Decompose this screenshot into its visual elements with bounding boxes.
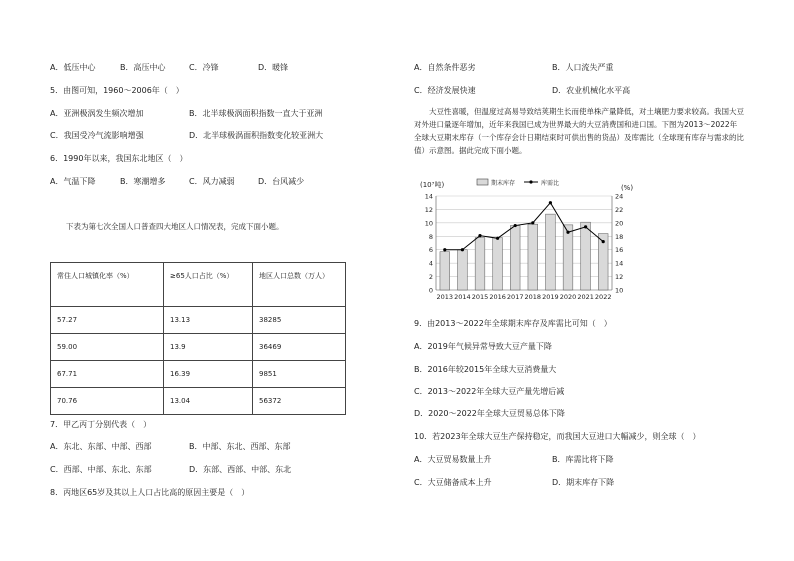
legend-line-label: 库需比	[541, 180, 560, 187]
ratio-point	[602, 240, 605, 243]
ratio-point	[461, 248, 464, 251]
x-tick-label: 2018	[524, 293, 542, 301]
q6-option-a[interactable]: A．气温下降	[50, 177, 96, 186]
q9-option-b[interactable]: B．2016年较2015年全球大豆消费量大	[414, 365, 557, 374]
legend-bar-label: 期末库存	[491, 180, 516, 187]
left-tick-label: 0	[428, 286, 433, 295]
inventory-bar	[493, 238, 503, 290]
legend-bar-swatch	[477, 179, 488, 185]
q4-option-b[interactable]: B．高压中心	[120, 63, 166, 72]
q10-option-d[interactable]: D．期末库存下降	[552, 478, 615, 487]
table-row	[51, 361, 346, 388]
legend-line-marker	[529, 180, 532, 183]
q6-stem: 6．1990年以来，我国东北地区（ ）	[50, 154, 188, 163]
ratio-point	[443, 248, 446, 251]
ratio-point	[496, 237, 499, 240]
x-tick-label: 2020	[559, 293, 577, 301]
right-tick-label: 14	[615, 259, 624, 268]
q7-option-d[interactable]: D．东部、西部、中部、东北	[189, 465, 292, 474]
x-tick-label: 2019	[542, 293, 559, 301]
soybean-chart	[414, 174, 639, 302]
ratio-point	[549, 201, 552, 204]
header-urbanization: 常住人口城镇化率（%）	[51, 263, 164, 307]
inventory-bar	[440, 252, 450, 290]
q9-option-c[interactable]: C．2013～2022年全球大豆产量先增后减	[414, 387, 565, 396]
q6-option-b[interactable]: B．寒潮增多	[120, 177, 166, 186]
header-elderly-share: ≥65人口占比（%）	[164, 263, 253, 307]
q7-option-b[interactable]: B．中部、东北、西部、东部	[189, 442, 291, 451]
inventory-bar	[475, 238, 485, 290]
q4-option-c[interactable]: C．冷锋	[189, 63, 219, 72]
ratio-point	[514, 224, 517, 227]
x-tick-label: 2015	[471, 293, 489, 301]
inventory-bar	[546, 214, 556, 290]
table-cell: 13.9	[164, 334, 253, 361]
left-tick-label: 4	[428, 259, 433, 268]
table-cell: 70.76	[51, 388, 164, 415]
q8-stem: 8．丙地区65岁及其以上人口占比高的原因主要是（ ）	[50, 488, 250, 497]
header-total-population: 地区人口总数（万人）	[253, 263, 346, 307]
right-tick-label: 24	[615, 192, 624, 201]
left-tick-label: 6	[428, 246, 433, 255]
inventory-bar	[563, 225, 573, 290]
table-cell: 13.04	[164, 388, 253, 415]
x-tick-label: 2014	[454, 293, 471, 301]
right-tick-label: 10	[615, 286, 624, 295]
table-intro: 下表为第七次全国人口普查四大地区人口情况表，完成下面小题。	[66, 222, 284, 231]
left-tick-label: 12	[424, 205, 433, 214]
q5-option-a[interactable]: A．亚洲极涡发生频次增加	[50, 109, 144, 118]
x-tick-label: 2021	[577, 293, 594, 301]
table-cell: 16.39	[164, 361, 253, 388]
population-table	[50, 262, 346, 415]
ratio-point	[478, 234, 481, 237]
ratio-point	[566, 231, 569, 234]
q10-option-b[interactable]: B．库需比将下降	[552, 455, 614, 464]
inventory-bar	[510, 226, 520, 290]
q7-stem: 7．甲乙丙丁分别代表（ ）	[50, 420, 152, 429]
right-tick-label: 16	[615, 246, 624, 255]
right-tick-label: 22	[615, 205, 624, 214]
q10-stem: 10．若2023年全球大豆生产保持稳定，而我国大豆进口大幅减少，则全球（ ）	[414, 432, 701, 441]
q9-option-a[interactable]: A．2019年气候异常导致大豆产量下降	[414, 342, 552, 351]
q6-option-c[interactable]: C．风力减弱	[189, 177, 235, 186]
table-row	[51, 388, 346, 415]
table-row	[51, 334, 346, 361]
table-cell: 38285	[253, 307, 346, 334]
table-row	[51, 307, 346, 334]
ratio-series-line	[445, 203, 603, 250]
left-tick-label: 2	[428, 273, 433, 282]
q5-option-c[interactable]: C．我国受冷气流影响增强	[50, 131, 144, 140]
table-cell: 9851	[253, 361, 346, 388]
q8-option-d[interactable]: D．农业机械化水平高	[552, 86, 631, 95]
q10-option-c[interactable]: C．大豆储备成本上升	[414, 478, 492, 487]
q4-option-d[interactable]: D．暖锋	[258, 63, 289, 72]
q5-option-d[interactable]: D．北半球极涡面积指数变化较亚洲大	[189, 131, 324, 140]
left-tick-label: 10	[424, 219, 433, 228]
right-axis-unit: (%)	[620, 184, 634, 192]
inventory-bar	[581, 222, 591, 290]
q6-option-d[interactable]: D．台风减少	[258, 177, 305, 186]
q8-option-a[interactable]: A．自然条件恶劣	[414, 63, 476, 72]
x-tick-label: 2022	[594, 293, 612, 301]
soybean-passage: 大豆性喜暖，但温度过高易导致结荚期生长而使单株产量降低，对土壤肥力要求较高。我国大豆对外进口量逐年增加，近年来我国已成为世界最大的大豆消费国和进口国。下图为2013～2022年全球大豆期末库存（一个库存会计日期结束时可供出售的货品）及库需比（全球现有库存与需求的比值）示意图。据此完成下面小题。	[414, 107, 744, 155]
inventory-bar	[458, 250, 468, 290]
left-tick-label: 14	[424, 192, 433, 201]
x-tick-label: 2016	[489, 293, 506, 301]
q4-option-a[interactable]: A．低压中心	[50, 63, 96, 72]
table-header-row	[51, 263, 346, 307]
chart-legend	[477, 179, 559, 187]
right-tick-label: 12	[615, 273, 624, 282]
ratio-point	[531, 221, 534, 224]
x-tick-label: 2017	[506, 293, 524, 301]
x-tick-label: 2013	[436, 293, 454, 301]
table-cell: 56372	[253, 388, 346, 415]
q9-stem: 9．由2013～2022年全球期末库存及库需比可知（ ）	[414, 319, 612, 328]
left-axis-unit: (10⁷吨)	[420, 181, 445, 189]
q7-option-c[interactable]: C．西部、中部、东北、东部	[50, 465, 152, 474]
table-cell: 36469	[253, 334, 346, 361]
right-tick-label: 18	[615, 232, 624, 241]
q5-stem: 5．由图可知，1960～2006年（ ）	[50, 86, 184, 95]
q7-option-a[interactable]: A．东北、东部、中部、西部	[50, 442, 152, 451]
table-cell: 67.71	[51, 361, 164, 388]
left-tick-label: 8	[428, 232, 433, 241]
inventory-bar	[528, 224, 538, 290]
q10-option-a[interactable]: A．大豆贸易数量上升	[414, 455, 492, 464]
q8-option-c[interactable]: C．经济发展快速	[414, 86, 476, 95]
table-cell: 57.27	[51, 307, 164, 334]
right-tick-label: 20	[615, 219, 624, 228]
q9-option-d[interactable]: D．2020～2022年全球大豆贸易总体下降	[414, 409, 565, 418]
table-cell: 13.13	[164, 307, 253, 334]
ratio-point	[584, 225, 587, 228]
table-cell: 59.00	[51, 334, 164, 361]
q5-option-b[interactable]: B．北半球极涡面积指数一直大于亚洲	[189, 109, 323, 118]
q8-option-b[interactable]: B．人口流失严重	[552, 63, 614, 72]
